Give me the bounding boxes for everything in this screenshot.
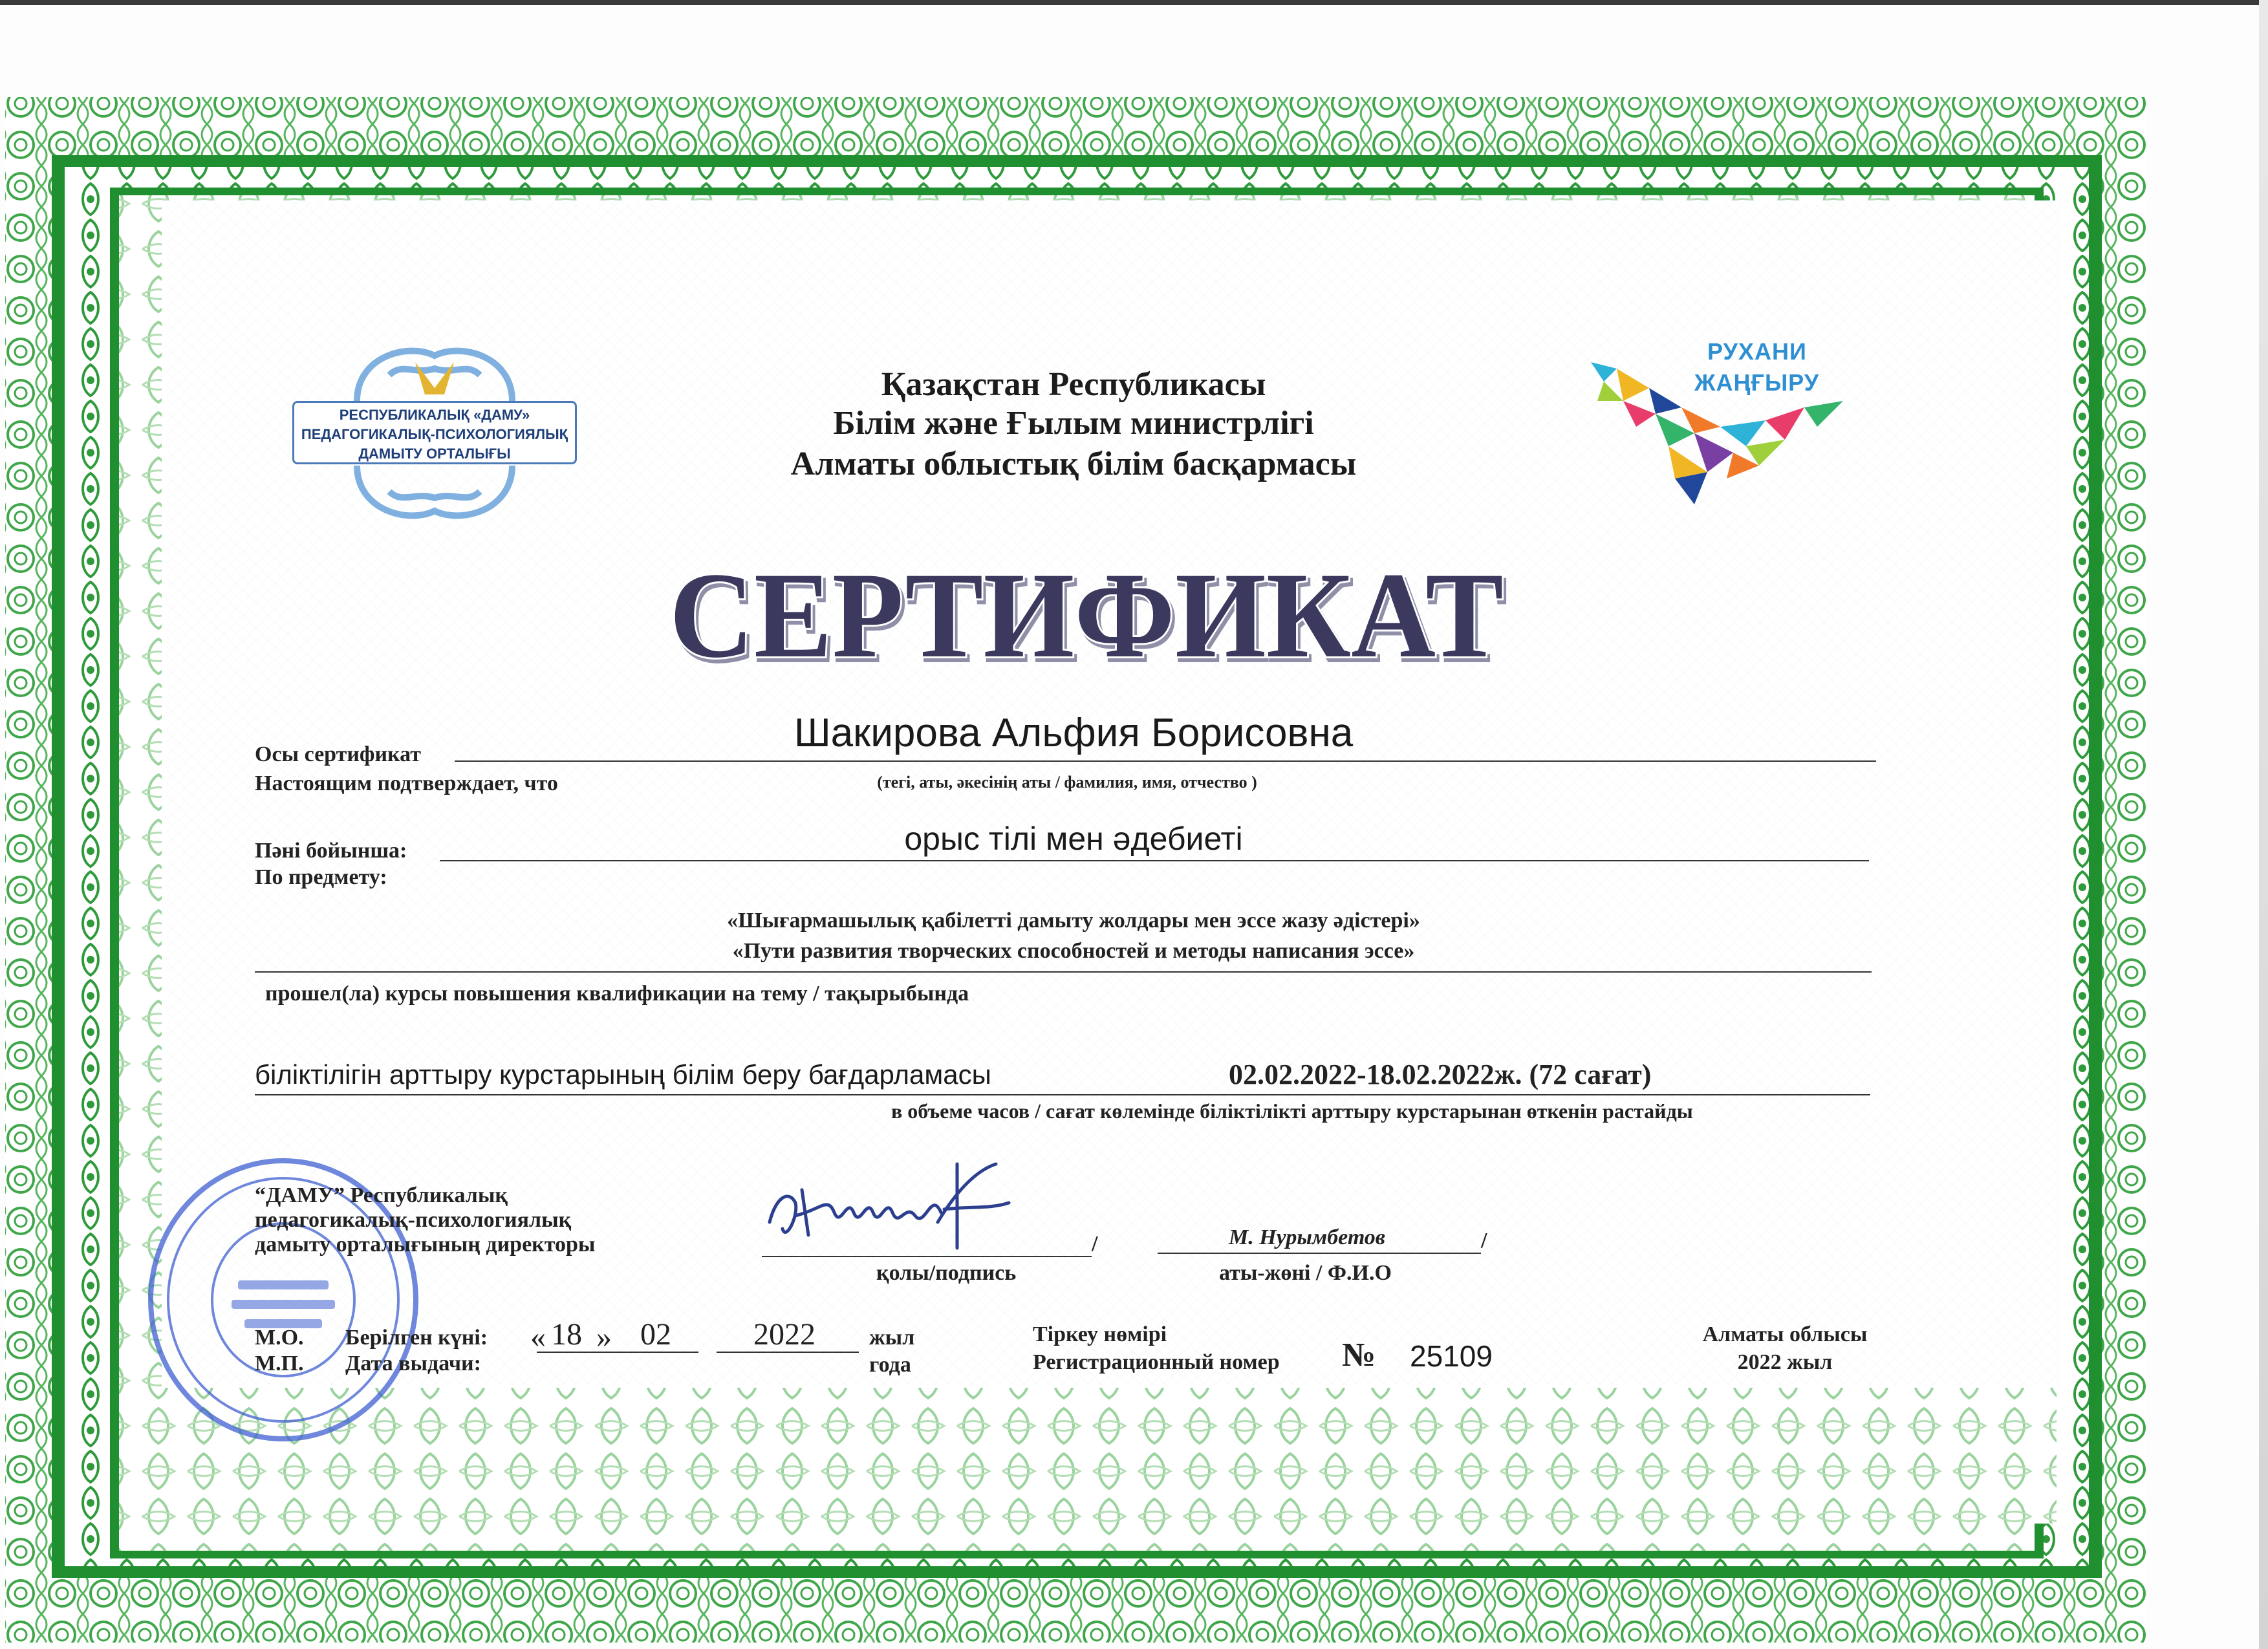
registration-label-ru: Регистрационный номер: [1033, 1350, 1280, 1374]
rukhani-line1: РУХАНИ: [1707, 338, 1807, 365]
issue-year: 2022: [753, 1317, 815, 1352]
date-day-line: [537, 1352, 698, 1353]
registration-sign: №: [1342, 1337, 1376, 1374]
signature-line: [762, 1256, 1092, 1257]
year-kz: жыл: [869, 1326, 915, 1350]
recipient-label-ru: Настоящим подтверждает, что: [255, 771, 558, 795]
issue-day: 18: [551, 1317, 582, 1352]
rukhani-line2: ЖАҢҒЫРУ: [1694, 369, 1820, 396]
certificate-title: [621, 553, 1552, 682]
course-caption: прошел(ла) курсы повышения квалификации на тему / тақырыбында: [265, 982, 969, 1006]
registration-number: 25109: [1410, 1339, 1493, 1373]
program-caption: в объеме часов / сағат көлемінде біліктілікті арттыру курстарынан өткенін растайды: [891, 1099, 1693, 1123]
course-topic-kz: «Шығармашылық қабілетті дамыту жолдары мен эссе жазу әдістері»: [727, 909, 1420, 932]
certificate-title-text: СЕРТИФИКАТ: [669, 553, 1504, 682]
place-year: 2022 жыл: [1737, 1350, 1833, 1374]
recipient-line: [455, 760, 1876, 762]
program-line: [255, 1094, 1870, 1095]
org-line3: дамыту орталығының директоры: [255, 1233, 596, 1256]
director-name: М. Нурымбетов: [1229, 1225, 1386, 1249]
header-line3: Алматы облыстық білім басқармасы: [790, 446, 1357, 482]
mp-kz: М.О.: [255, 1326, 304, 1350]
recipient-hint: (тегі, аты, әкесінің аты / фамилия, имя, отчество ): [877, 773, 1257, 792]
program-dates: 02.02.2022-18.02.2022ж. (72 сағат): [1229, 1059, 1652, 1090]
place-region: Алматы облысы: [1702, 1322, 1868, 1346]
director-caption: аты-жөні / Ф.И.О: [1219, 1261, 1392, 1285]
subject-label-kz: Пәні бойынша:: [255, 839, 407, 863]
director-slash: /: [1481, 1229, 1487, 1253]
subject-value: орыс тілі мен әдебиеті: [904, 821, 1243, 857]
damu-logo-text: [292, 401, 577, 464]
handwritten-signature-icon: [763, 1151, 1022, 1261]
damu-logo-line1: РЕСПУБЛИКАЛЫҚ «ДАМУ»: [339, 407, 530, 423]
subject-label-ru: По предмету:: [255, 865, 387, 889]
director-line: [1158, 1253, 1481, 1254]
damu-logo-line3: ДАМЫТУ ОРТАЛЫҒЫ: [358, 446, 511, 462]
issue-label-ru: Дата выдачи:: [345, 1352, 481, 1375]
course-line: [255, 971, 1872, 973]
year-ru: года: [869, 1353, 911, 1377]
header-line1: Қазақстан Республикасы: [881, 366, 1266, 403]
signature-caption: қолы/подпись: [876, 1261, 1017, 1285]
signature-slash: /: [1092, 1232, 1098, 1256]
mp-ru: М.П.: [255, 1352, 304, 1375]
subject-line: [440, 860, 1869, 861]
org-line1: “ДАМУ” Республикалық: [255, 1183, 508, 1207]
recipient-name: Шакирова Альфия Борисовна: [794, 711, 1354, 755]
header-line2: Білім және Ғылым министрлігі: [833, 405, 1314, 442]
rukhani-logo-text: [1694, 336, 1819, 398]
recipient-label-kz: Осы сертификат: [255, 742, 421, 766]
issue-label-kz: Берілген күні:: [345, 1326, 488, 1350]
registration-label-kz: Тіркеу нөмірі: [1033, 1322, 1167, 1346]
issue-month: 02: [640, 1317, 671, 1352]
course-topic-ru: «Пути развития творческих способностей и методы написания эссе»: [732, 939, 1415, 963]
org-line2: педагогикалық-психологиялық: [255, 1208, 572, 1232]
date-quote-close: »: [596, 1320, 612, 1354]
program-text: біліктілігін арттыру курстарының білім беру бағдарламасы: [255, 1059, 991, 1090]
damu-logo: [292, 336, 577, 530]
date-quote-open: «: [530, 1320, 546, 1354]
damu-logo-line2: ПЕДАГОГИКАЛЫҚ-ПСИХОЛОГИЯЛЫҚ: [301, 426, 568, 442]
